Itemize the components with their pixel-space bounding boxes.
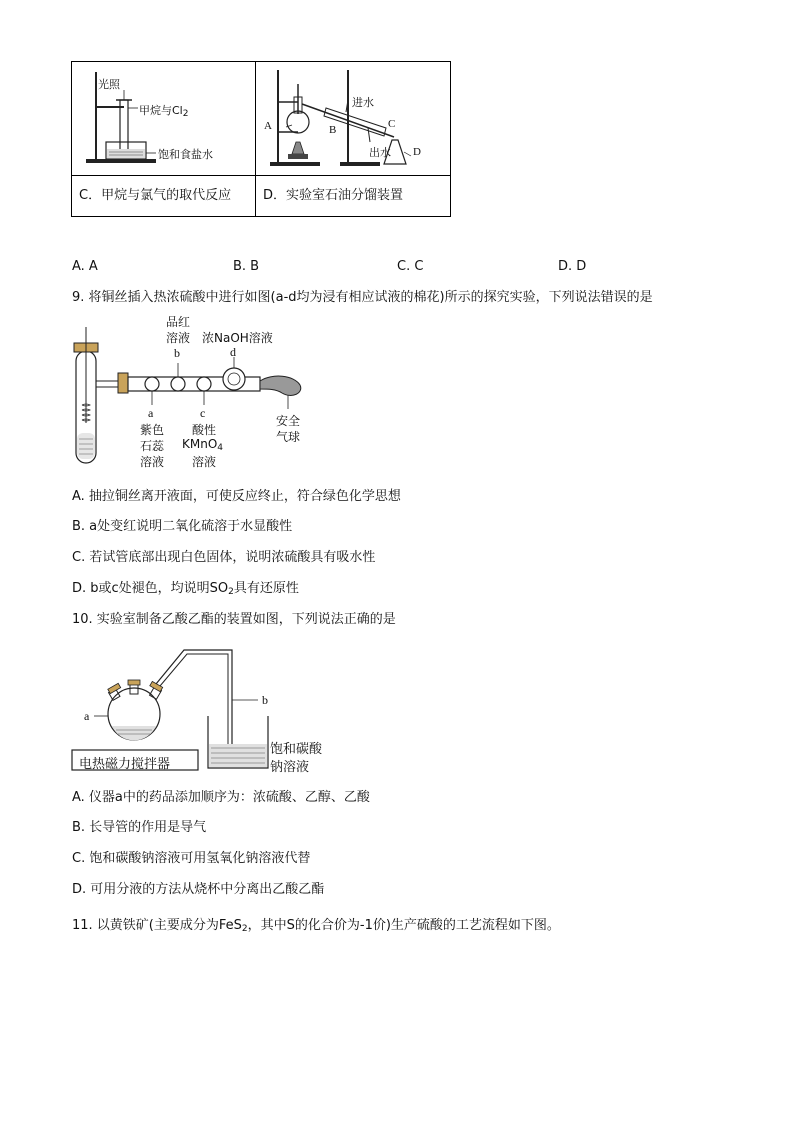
caption-c: C．甲烷与氯气的取代反应: [72, 176, 256, 217]
q9-figure: [72, 313, 332, 478]
q10-option-c: C. 饱和碳酸钠溶液可用氢氧化钠溶液代替: [72, 851, 311, 866]
q9-option-c: C. 若试管底部出现白色固体，说明浓硫酸具有吸水性: [72, 550, 376, 565]
q8-option-c: C. C: [397, 259, 424, 274]
q9-label-c-l2: KMnO$_4$: [182, 437, 224, 453]
q9-label-a-l1: 紫色: [140, 423, 165, 437]
cell-c-figure: [72, 62, 256, 176]
q9-label-c: c: [200, 406, 206, 420]
label-light: 光照: [98, 78, 120, 91]
label-C: C: [388, 118, 396, 130]
apparatus-table: [71, 61, 451, 217]
q9-option-a: A. 抽拉铜丝离开液面，可使反应终止，符合绿色化学思想: [72, 489, 401, 504]
label-water-in: 进水: [352, 96, 374, 109]
q10-label-a: a: [84, 709, 90, 723]
label-methane-cl2: 甲烷与$Cl_2$: [139, 104, 189, 119]
q10-stem: 10. 实验室制备乙酸乙酯的装置如图，下列说法正确的是: [72, 612, 396, 627]
q9-label-a-l3: 溶液: [140, 455, 165, 469]
q9-stem: 9. 将铜丝插入热浓硫酸中进行如图(a-d均为浸有相应试液的棉花)所示的探究实验，下列说法错误的是: [72, 290, 653, 305]
q9-label-b-top2: 溶液: [166, 331, 191, 345]
q9-label-a-l2: 石蕊: [140, 439, 165, 453]
q8-option-b: B. B: [233, 259, 260, 274]
q10-solution-l1: 饱和碳酸: [270, 742, 323, 757]
label-B: B: [329, 124, 337, 136]
q9-option-b: B. a处变红说明二氧化硫溶于水显酸性: [72, 519, 293, 534]
label-water-out: 出水: [369, 146, 391, 159]
q9-label-b: b: [174, 346, 180, 360]
label-A: A: [264, 120, 272, 132]
q9-label-c-l1: 酸性: [192, 423, 217, 437]
q10-figure: [72, 640, 352, 776]
q10-option-d: D. 可用分液的方法从烧杯中分离出乙酸乙酯: [72, 882, 325, 897]
q9-label-b-top1: 品红: [166, 315, 191, 329]
q9-label-d-top: 浓NaOH溶液: [202, 331, 273, 345]
label-salt-water: 饱和食盐水: [158, 148, 213, 161]
q9-option-d: D. b或c处褪色，均说明$SO_2$具有还原性: [72, 581, 299, 597]
q10-solution-l2: 钠溶液: [270, 760, 310, 775]
q10-stirrer-label: 电热磁力搅拌器: [79, 757, 171, 772]
q10-label-b: b: [262, 693, 268, 707]
q8-option-a: A. A: [72, 259, 98, 274]
q9-label-c-l3: 溶液: [192, 455, 217, 469]
q10-option-b: B. 长导管的作用是导气: [72, 820, 207, 835]
distillation-apparatus: [256, 62, 450, 175]
q9-label-a: a: [148, 406, 154, 420]
q9-label-d: d: [230, 345, 236, 359]
q11-stem: 11. 以黄铁矿(主要成分为FeS$_2$，其中S的化合价为-1价)生产硫酸的工艺流程如下图。: [72, 918, 560, 934]
cell-d-figure: [256, 62, 451, 176]
caption-d: D．实验室石油分馏装置: [256, 176, 451, 217]
q9-label-balloon-l2: 气球: [276, 430, 301, 444]
q10-option-a: A. 仪器a中的药品添加顺序为：浓硫酸、乙醇、乙酸: [72, 790, 370, 805]
q9-label-balloon-l1: 安全: [276, 414, 301, 428]
q8-option-d: D. D: [558, 259, 587, 274]
label-D: D: [413, 146, 421, 158]
